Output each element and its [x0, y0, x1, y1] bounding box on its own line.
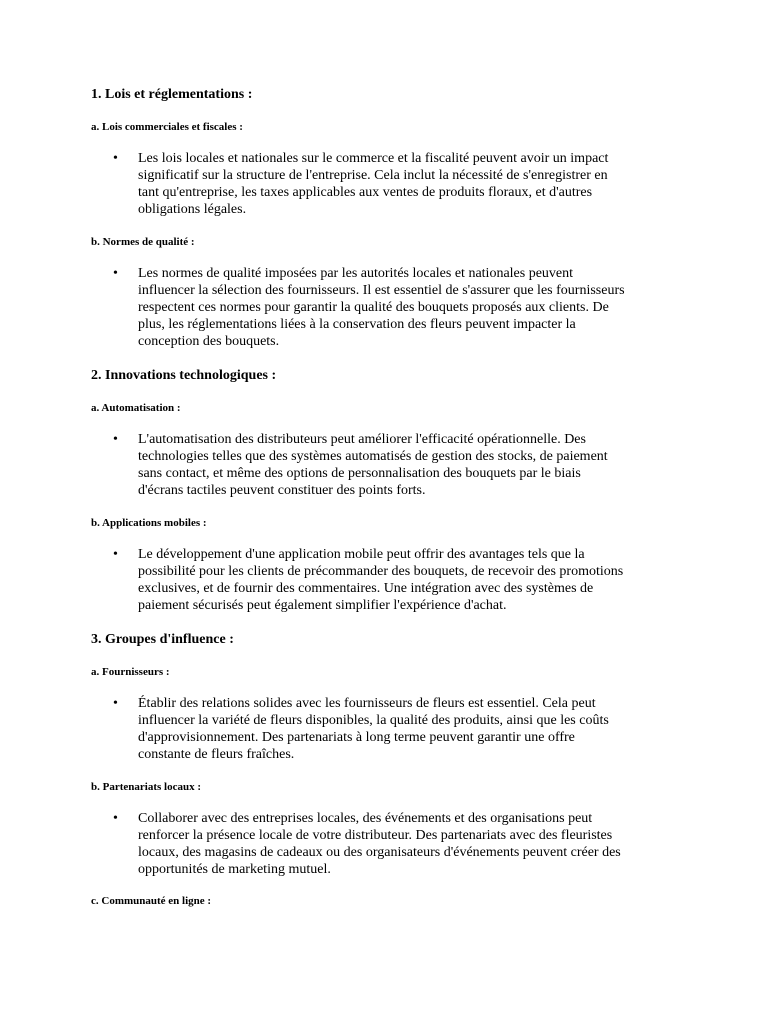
sub-heading: b. Normes de qualité : [91, 236, 195, 248]
bullet-icon: • [113, 266, 118, 281]
bullet-icon: • [113, 811, 118, 826]
bullet-text [138, 150, 683, 218]
text-line: significatif sur la structure de l'entreprise. Cela inclut la nécessité de s'enregistrer en [138, 168, 608, 183]
sub-heading: a. Automatisation : [91, 402, 181, 414]
sub-heading: a. Fournisseurs : [91, 666, 170, 678]
text-line: tant qu'entreprise, les taxes applicables aux ventes de produits floraux, et d'autres [138, 185, 593, 200]
text-line: Les lois locales et nationales sur le commerce et la fiscalité peuvent avoir un impact [138, 151, 609, 166]
bullet-text [138, 265, 683, 350]
text-line: Les normes de qualité imposées par les autorités locales et nationales peuvent [138, 266, 574, 281]
bullet-text [138, 431, 683, 499]
text-line: d'approvisionnement. Des partenariats à long terme peuvent garantir une offre [138, 730, 575, 745]
text-line: obligations légales. [138, 202, 247, 217]
text-line: sans contact, et même des options de personnalisation des bouquets par le biais [138, 466, 581, 481]
text-line: paiement sécurisés peut également simplifier l'expérience d'achat. [138, 598, 507, 613]
text-line: Collaborer avec des entreprises locales, des événements et des organisations peut [138, 811, 593, 826]
bullet-icon: • [113, 432, 118, 447]
section-heading: 1. Lois et réglementations : [91, 87, 253, 102]
text-line: plus, les réglementations liées à la conservation des fleurs peuvent impacter la [138, 317, 576, 332]
bullet-text [138, 810, 683, 878]
text-line: influencer la variété de fleurs disponibles, la qualité des produits, ainsi que les coûts [138, 713, 609, 728]
bullet-text [138, 695, 683, 763]
section-heading: 2. Innovations technologiques : [91, 368, 277, 383]
text-line: locaux, des magasins de cadeaux ou des organisateurs d'événements peuvent créer des [138, 845, 621, 860]
sub-heading: b. Applications mobiles : [91, 517, 207, 529]
bullet-icon: • [113, 151, 118, 166]
bullet-icon: • [113, 547, 118, 562]
sub-heading: c. Communauté en ligne : [91, 895, 212, 907]
text-line: exclusives, et de fournir des commentaires. Une intégration avec des systèmes de [138, 581, 594, 596]
sub-heading: a. Lois commerciales et fiscales : [91, 121, 243, 133]
text-line: influencer la sélection des fournisseurs. Il est essentiel de s'assurer que les fournisseurs [138, 283, 625, 298]
text-line: Établir des relations solides avec les fournisseurs de fleurs est essentiel. Cela peut [138, 696, 596, 711]
text-line: renforcer la présence locale de votre distributeur. Des partenariats avec des fleuristes [138, 828, 613, 843]
bullet-icon: • [113, 696, 118, 711]
text-line: respectent ces normes pour garantir la qualité des bouquets proposés aux clients. De [138, 300, 609, 315]
sub-heading: b. Partenariats locaux : [91, 781, 201, 793]
text-line: Le développement d'une application mobile peut offrir des avantages tels que la [138, 547, 585, 562]
section-heading: 3. Groupes d'influence : [91, 632, 234, 647]
text-line: conception des bouquets. [138, 334, 280, 349]
text-line: d'écrans tactiles peuvent constituer des points forts. [138, 483, 426, 498]
text-line: opportunités de marketing mutuel. [138, 862, 331, 877]
text-line: L'automatisation des distributeurs peut améliorer l'efficacité opérationnelle. Des [138, 432, 586, 447]
text-line: possibilité pour les clients de précommander des bouquets, de recevoir des promotions [138, 564, 624, 579]
text-line: constante de fleurs fraîches. [138, 747, 295, 762]
bullet-text [138, 546, 683, 614]
text-line: technologies telles que des systèmes automatisés de gestion des stocks, de paiement [138, 449, 608, 464]
